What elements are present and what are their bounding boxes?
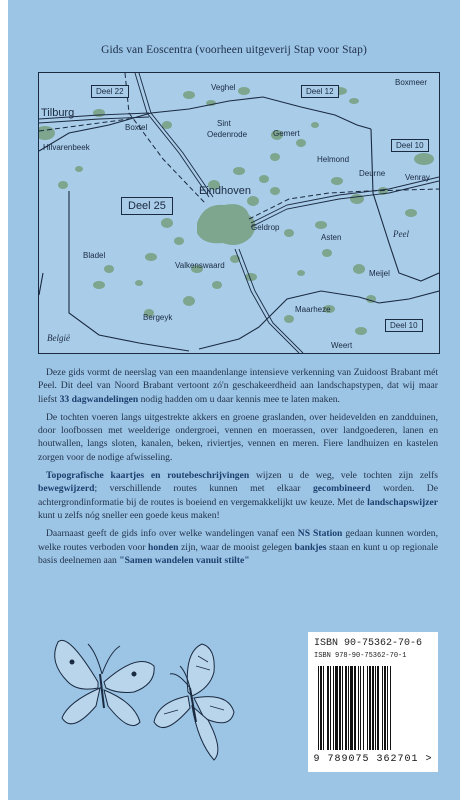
barcode-digits: 9 789075 362701 > [313, 754, 433, 765]
barcode-bars [308, 664, 438, 754]
isbn-13: ISBN 978-90-75362-70-1 [314, 652, 407, 660]
butterfly-icon-left [55, 640, 154, 725]
town-bergeyk: Bergeyk [143, 313, 173, 322]
paragraph-intro: Deze gids vormt de neerslag van een maandenlange intensieve verkenning van Zuidoost Brabant mét Peel. Dit deel van Noord Brabant vertoont zó'n geschakeerdheid aan landschapstypen, dat wij maar liefst 33 dagwandelingen nodig hadden om u daar kennis mee te laten maken. [38, 367, 438, 405]
barcode-area [308, 632, 438, 772]
town-tilburg: Tilburg [41, 107, 75, 119]
town-maarheze: Maarheze [295, 305, 331, 314]
town-meijel: Meijel [369, 269, 390, 278]
region-map [38, 72, 440, 354]
town-hilvarenbeek: Hilvarenbeek [43, 143, 90, 152]
town-deurne: Deurne [359, 169, 386, 178]
book-back-cover [8, 0, 460, 800]
map-box-deel-12: Deel 12 [301, 85, 339, 98]
town-boxmeer: Boxmeer [395, 78, 428, 87]
town-gemert: Gemert [273, 129, 300, 138]
butterfly-icon-right [154, 644, 234, 760]
town-weert: Weert [331, 341, 353, 350]
butterfly-drawing [38, 622, 238, 772]
town-helmond: Helmond [317, 155, 350, 164]
description-text [38, 366, 438, 572]
town-venray: Venray [405, 173, 430, 182]
map-graphic [39, 73, 439, 353]
town-geldrop: Geldrop [251, 223, 280, 232]
country-belgie: België [47, 333, 70, 343]
town-veghel: Veghel [211, 83, 236, 92]
paragraph-extra-info: Daarnaast geeft de gids info over welke wandelingen vanaf een NS Station gedaan kunnen worden, welke routes verboden voor honden zijn, waar de mooist gelegen bankjes staan en kunt u op regionale basis deelnemen aan "Samen wandelen vanuit stilte" [38, 528, 439, 566]
region-peel: Peel [393, 229, 409, 239]
town-boxtel: Boxtel [125, 123, 148, 132]
butterfly-illustrations [38, 622, 238, 772]
map-box-deel-10-south: Deel 10 [385, 319, 423, 332]
town-asten: Asten [321, 233, 342, 242]
eindhoven-urban-area [197, 204, 256, 245]
town-eindhoven: Eindhoven [199, 185, 251, 197]
map-box-deel-25: Deel 25 [121, 197, 173, 215]
isbn-10: ISBN 90-75362-70-6 [314, 638, 423, 649]
map-box-deel-22: Deel 22 [91, 85, 129, 98]
publisher-header: Gids van Eoscentra (voorheen uitgeverij Stap voor Stap) [101, 44, 367, 56]
paragraph-features: Topografische kaartjes en routebeschrijvingen wijzen u de weg, vele tochten zijn zelfs bewegwijzerd; verschillende routes kunnen met elkaar gecombineerd worden. De achtergrondinformatie bij de routes is boeiend en vergemakkelijkt uw keuze. Met de landschapswijzer kunt u zelfs nóg sneller een goede keus maken! [38, 470, 438, 521]
town-valkenswaard: Valkenswaard [175, 261, 225, 270]
town-sint: Sint [217, 119, 231, 128]
paragraph-landscape: De tochten voeren langs uitgestrekte akkers en groene graslanden, over heidevelden en zandduinen, door loofbossen met weelderige ondergroei, vennen en moerassen, over landgoederen, lanen en houtwallen, langs sloten, kanalen, beken, riviertjes, vennen en meren. Fiere landhuizen en kastelen zorgen voor de nodige afwisseling. [38, 411, 438, 463]
town-oedenrode: Oedenrode [207, 130, 248, 139]
map-box-deel-10-north: Deel 10 [391, 139, 429, 152]
town-bladel: Bladel [83, 251, 106, 260]
